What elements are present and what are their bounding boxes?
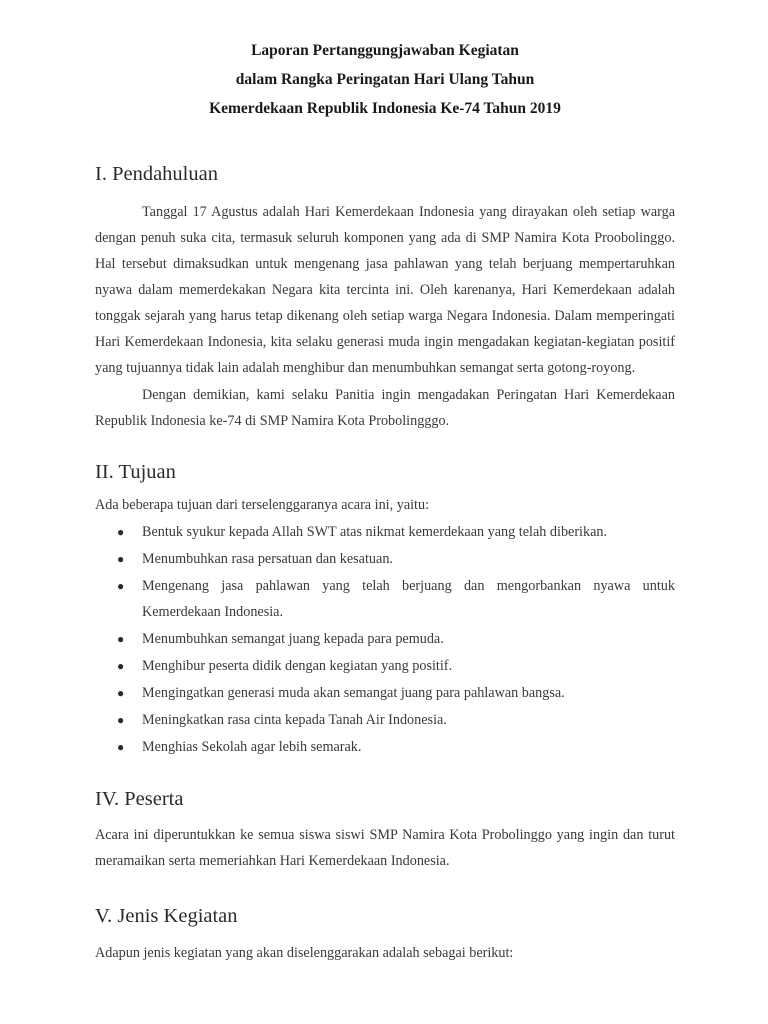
list-item-text: Menumbuhkan semangat juang kepada para pemuda.	[142, 631, 444, 647]
list-item-text: Menghias Sekolah agar lebih semarak.	[142, 739, 362, 755]
bullet-icon: ●	[117, 659, 125, 673]
list-item-text: Mengingatkan generasi muda akan semangat juang para pahlawan bangsa.	[142, 685, 565, 701]
heading-jenis-kegiatan: V. Jenis Kegiatan	[95, 905, 238, 927]
list-item	[95, 519, 675, 545]
bullet-icon: ●	[117, 686, 125, 700]
document-title	[95, 36, 675, 123]
tujuan-list	[95, 519, 675, 760]
bullet-icon: ●	[117, 740, 125, 754]
peserta-paragraph: Acara ini diperuntukkan ke semua siswa siswi SMP Namira Kota Probolinggo yang ingin dan turut meramaikan serta memeriahkan Hari Kemerdekaan Indonesia.	[95, 827, 675, 869]
list-item	[95, 707, 675, 733]
heading-tujuan: II. Tujuan	[95, 461, 176, 483]
heading-pendahuluan: I. Pendahuluan	[95, 163, 218, 185]
tujuan-lead-text: Ada beberapa tujuan dari terselenggaranya acara ini, yaitu:	[95, 497, 430, 513]
list-item	[95, 653, 675, 679]
bullet-icon: ●	[117, 713, 125, 727]
title-line-3: Kemerdekaan Republik Indonesia Ke-74 Tahun 2019	[209, 100, 561, 117]
bullet-icon: ●	[117, 579, 125, 593]
list-item-text: Mengenang jasa pahlawan yang telah berjuang dan mengorbankan nyawa untuk Kemerdekaan Indonesia.	[142, 578, 675, 620]
pendahuluan-paragraph-1: Tanggal 17 Agustus adalah Hari Kemerdekaan Indonesia yang dirayakan oleh setiap warga dengan penuh suka cita, termasuk seluruh komponen yang ada di SMP Namira Kota Proobolinggo. Hal tersebut dimaksudkan untuk mengenang jasa pahlawan yang telah berjuang mempertaruhkan nyawa dalam memerdekakan Negara kita tercinta ini. Oleh karenanya, Hari Kemerdekaan adalah tonggak sejarah yang harus tetap dikenang oleh setiap warga Negara Indonesia. Dalam memperingati Hari Kemerdekaan Indonesia, kita selaku generasi muda ingin mengadakan kegiatan-kegiatan positif yang tujuannya tidak lain adalah menghibur dan menumbuhkan semangat serta gotong-royong.	[95, 204, 675, 376]
list-item	[95, 680, 675, 706]
heading-peserta: IV. Peserta	[95, 788, 184, 810]
list-item-text: Menumbuhkan rasa persatuan dan kesatuan.	[142, 551, 393, 567]
list-item	[95, 626, 675, 652]
list-item-text: Menghibur peserta didik dengan kegiatan yang positif.	[142, 658, 453, 674]
pendahuluan-paragraph-2: Dengan demikian, kami selaku Panitia ingin mengadakan Peringatan Hari Kemerdekaan Republik Indonesia ke-74 di SMP Namira Kota Probolingggo.	[95, 387, 675, 429]
bullet-icon: ●	[117, 525, 125, 539]
list-item	[95, 546, 675, 572]
title-line-1: Laporan Pertanggungjawaban Kegiatan	[251, 42, 519, 59]
bullet-icon: ●	[117, 552, 125, 566]
bullet-icon: ●	[117, 632, 125, 646]
list-item	[95, 734, 675, 760]
list-item-text: Meningkatkan rasa cinta kepada Tanah Air Indonesia.	[142, 712, 447, 728]
jenis-kegiatan-lead-text: Adapun jenis kegiatan yang akan diselenggarakan adalah sebagai berikut:	[95, 945, 514, 961]
list-item-text: Bentuk syukur kepada Allah SWT atas nikmat kemerdekaan yang telah diberikan.	[142, 524, 608, 540]
list-item	[95, 573, 675, 625]
title-line-2: dalam Rangka Peringatan Hari Ulang Tahun	[235, 71, 535, 88]
